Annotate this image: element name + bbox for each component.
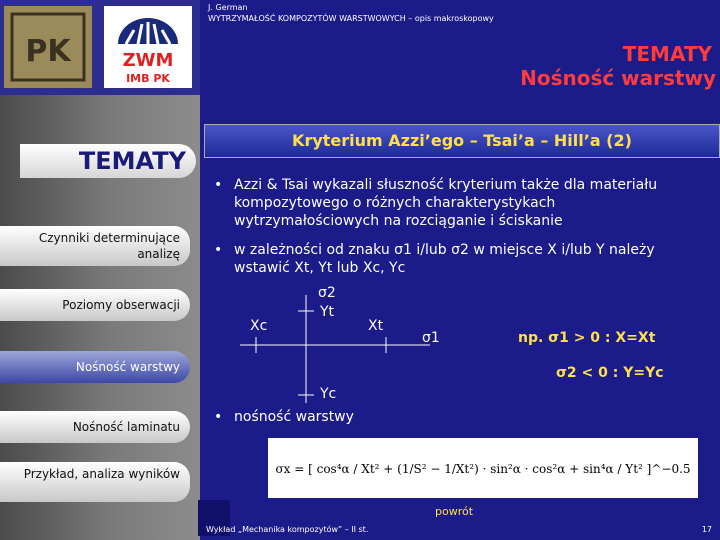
sidebar-item-czynniki[interactable]: [0, 226, 190, 266]
svg-text:IMB PK: IMB PK: [126, 72, 170, 85]
bullet-dot: •: [214, 177, 223, 193]
example-condition-1: np. σ1 > 0 : X=Xt: [518, 330, 656, 346]
bullet-dot: •: [214, 409, 223, 425]
axis-sigma2-label: σ2: [318, 285, 336, 301]
back-link[interactable]: powrót: [435, 505, 474, 518]
bullet-3-text: nośność warstwy: [234, 409, 354, 425]
page-number: 17: [701, 525, 712, 534]
sidebar-item-nosnosc-warstwy[interactable]: [0, 351, 190, 383]
sidebar-item-label: Nośność laminatu: [72, 420, 180, 434]
page-title: Nośność warstwy: [520, 66, 716, 90]
stress-axes-diagram: [240, 285, 440, 415]
svg-text:ZWM: ZWM: [122, 50, 174, 71]
bullet-dot: •: [214, 242, 223, 258]
topic-title: TEMATY: [622, 42, 712, 66]
sidebar-item-label: Czynniki determinujące analizę: [38, 231, 180, 261]
panel-title: Kryterium Azzi’ego – Tsai’a – Hill’a (2): [204, 124, 720, 158]
bullet-1-line-2: kompozytowego o różnych charakterystykach: [234, 195, 556, 211]
sidebar-item-poziomy[interactable]: [0, 289, 190, 321]
sidebar-title: TEMATY: [20, 144, 196, 178]
sidebar-item-przyklad[interactable]: [0, 462, 190, 502]
svg-text:PK: PK: [25, 34, 71, 69]
author: J. German: [208, 3, 248, 12]
bullet-1-line-1: Azzi & Tsai wykazali słuszność kryterium także dla materiału: [234, 177, 658, 193]
axis-yt-label: Yt: [320, 304, 335, 320]
example-condition-2: σ2 < 0 : Y=Yc: [556, 365, 664, 381]
header-info: [208, 2, 494, 24]
logos-area: [0, 0, 200, 95]
subject: WYTRZYMAŁOŚĆ KOMPOZYTÓW WARSTWOWYCH – opis makroskopowy: [208, 14, 494, 23]
sidebar-item-nosnosc-laminatu[interactable]: [0, 411, 190, 443]
formula-text: σx = [ cos⁴α / Xt² + (1/S² − 1/Xt²) · sin²α · cos²α + sin⁴α / Yt² ]^−0.5: [275, 462, 691, 476]
pk-logo: [4, 6, 92, 88]
footer-lecture: Wykład „Mechanika kompozytów” – II st.: [206, 525, 369, 534]
bullet-2-line-2: wstawić Xt, Yt lub Xc, Yc: [234, 260, 406, 276]
formula-box: [268, 438, 698, 498]
bullet-2-line-1: w zależności od znaku σ1 i/lub σ2 w miejsce X i/lub Y należy: [234, 242, 655, 258]
sidebar-item-label: Poziomy obserwacji: [62, 298, 180, 312]
sidebar-item-label: Nośność warstwy: [75, 360, 180, 374]
axis-xc-label: Xc: [250, 318, 268, 334]
axis-xt-label: Xt: [368, 318, 384, 334]
sidebar-item-label: Przykład, analiza wyników: [23, 467, 180, 481]
axis-yc-label: Yc: [320, 386, 337, 402]
axis-sigma1-label: σ1: [422, 330, 440, 346]
zwm-logo: [104, 6, 192, 88]
bullet-1-line-3: wytrzymałościowych na rozciąganie i ściskanie: [234, 213, 563, 229]
